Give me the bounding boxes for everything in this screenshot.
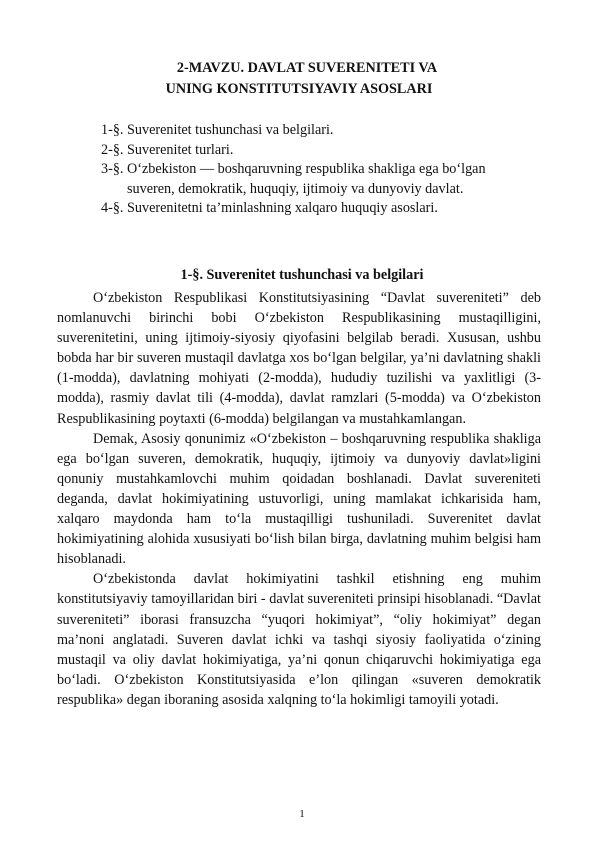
toc-item: 1-§. Suverenitet tushunchasi va belgilari.	[101, 122, 334, 138]
section-heading: 1-§. Suverenitet tushunchasi va belgilari	[180, 267, 424, 283]
paragraph: O‘zbekistonda davlat hokimiyatini tashkil etishning eng muhim konstitutsiyaviy tamoyillaridan biri - davlat suvereniteti prinsipi hisoblanadi. “Davlat suvereniteti” iborasi fransuzcha “yuqori hokimiyat”, “oliy hokimiyat” degan ma’noni anglatadi. Suveren davlat ichki va tashqi siyosiy faoliyatida o‘zining mustaqil va oliy davlat hokimiyatiga, ya’ni qonun chiqaruvchi hokimiyatiga ega bo‘ladi. O‘zbekiston Konstitutsiyasida e’lon qilingan «suveren demokratik respublika» degan iboraning asosida xalqning to‘la hokimligi tamoyili yotadi.	[57, 571, 541, 708]
paragraph: O‘zbekiston Respublikasi Konstitutsiyasining “Davlat suvereniteti” deb nomlanuvchi birinchi bobi O‘zbekiston Respublikasining mustaqilligini, suverenitetini, uning ijtimoiy-siyosiy qiyofasini belgilab beradi. Xususan, ushbu bobda har bir suveren mustaqil davlatga xos bo‘lgan belgilar, ya’ni davlatning shakli (1-modda), davlatning mohiyati (2-modda), hududiy tuzilishi va yaxlitligi (3-modda), rasmiy davlat tili (4-modda), davlat ramzlari (5-modda) va O‘zbekiston Respublikasining poytaxti (6-modda) belgilangan va mustahkamlangan.	[57, 290, 541, 427]
body-text	[57, 288, 541, 710]
document-title-line-2: UNING KONSTITUTSIYAVIY ASOSLARI	[165, 81, 433, 97]
table-of-contents	[101, 121, 486, 219]
page-number: 1	[299, 808, 305, 820]
paragraph: Demak, Asosiy qonunimiz «O‘zbekiston – boshqaruvning respublika shakliga ega bo‘lgan suveren, demokratik, huquqiy, ijtimoiy va dunyoviy davlat»ligini qonuniy mustahkamlovchi muhim qoidadan boshlanadi. Davlat suvereniteti deganda, davlat hokimiyatining ustuvorligi, uning mamlakat ichkarisida ham, xalqaro maydonda ham to‘la mustaqilligi tushuniladi. Suverenitet davlat hokimiyatining alohida xususiyati bo‘lish bilan birga, davlatning muhim belgisi ham hisoblanadi.	[57, 430, 541, 568]
toc-item: 3-§. O‘zbekiston — boshqaruvning respublika shakliga ega bo‘lgan	[101, 161, 486, 178]
toc-item-continuation: suveren, demokratik, huquqiy, ijtimoiy va dunyoviy davlat.	[127, 180, 464, 197]
toc-item: 2-§. Suverenitet turlari.	[101, 141, 234, 158]
toc-item: 4-§. Suverenitetni ta’minlashning xalqaro huquqiy asoslari.	[101, 200, 438, 217]
document-title-line-1: 2-MAVZU. DAVLAT SUVERENITETI VA	[176, 60, 438, 76]
